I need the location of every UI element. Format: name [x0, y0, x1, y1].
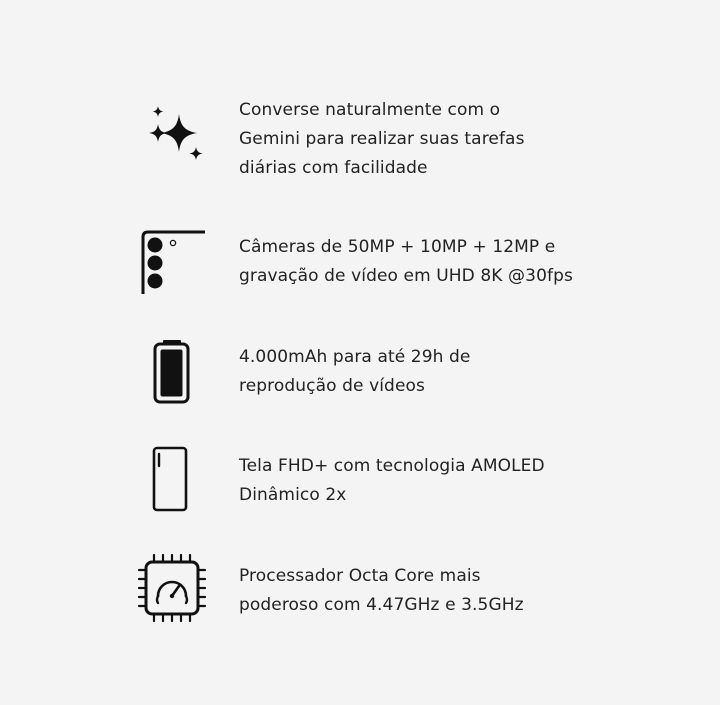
feature-text-line: Gemini para realizar suas tarefas [239, 129, 525, 149]
feature-text-line: Converse naturalmente com o [239, 100, 501, 120]
feature-text-line: poderoso com 4.47GHz e 3.5GHz [239, 595, 524, 615]
feature-text-line: Processador Octa Core mais [239, 566, 481, 586]
feature-text-line: Tela FHD+ com tecnologia AMOLED [239, 456, 545, 476]
smartphone-screen-icon [136, 442, 208, 514]
feature-text [239, 96, 699, 183]
feature-text [239, 233, 699, 291]
feature-text-line: Dinâmico 2x [239, 485, 347, 505]
feature-text [239, 452, 699, 510]
feature-text-line: Câmeras de 50MP + 10MP + 12MP e [239, 237, 556, 257]
feature-text [239, 343, 699, 401]
feature-text-line: diárias com facilidade [239, 158, 428, 178]
processor-chip-icon [136, 552, 208, 624]
feature-text-line: 4.000mAh para até 29h de [239, 347, 471, 367]
sparkle-ai-icon [136, 100, 208, 172]
feature-text-line: gravação de vídeo em UHD 8K @30fps [239, 266, 573, 286]
triple-camera-icon [136, 227, 208, 299]
feature-text-line: reprodução de vídeos [239, 376, 425, 396]
battery-icon [136, 335, 208, 407]
feature-text [239, 562, 699, 620]
